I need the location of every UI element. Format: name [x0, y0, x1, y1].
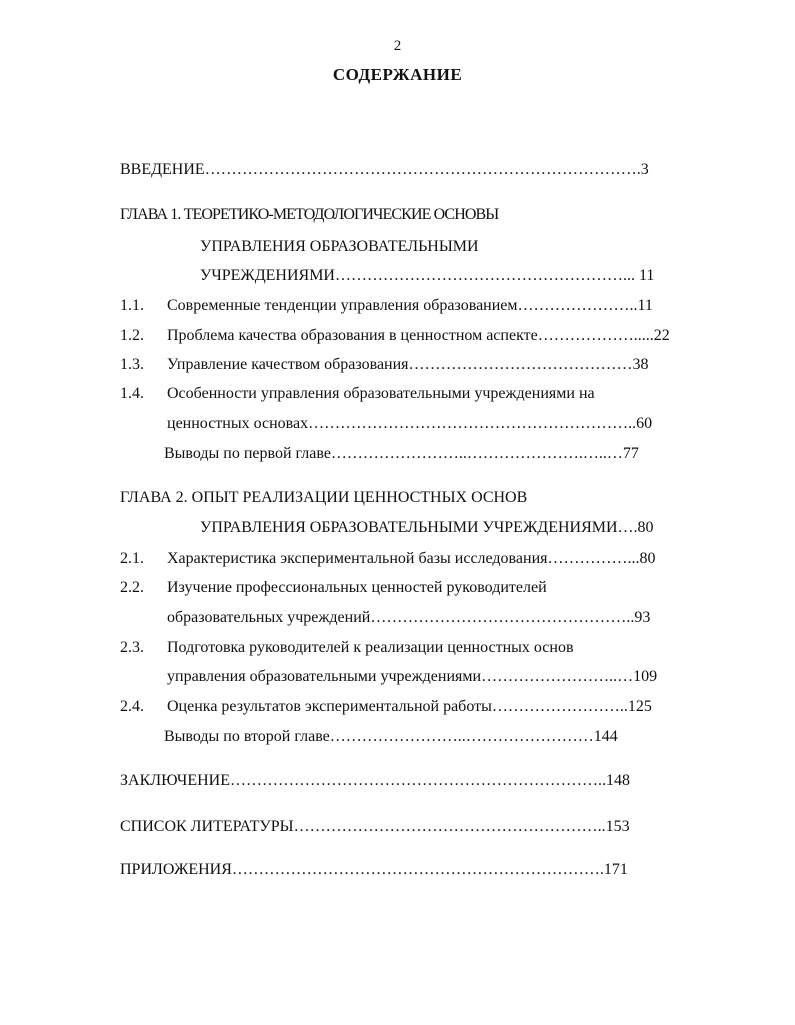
toc-item-text: Современные тенденции управления образованием…………………..11: [167, 297, 653, 314]
toc-item-number: 1.3.: [120, 356, 144, 373]
chapter-2-heading-line-1: ГЛАВА 2. ОПЫТ РЕАЛИЗАЦИИ ЦЕННОСТНЫХ ОСНОВ: [120, 489, 528, 506]
toc-item-number: 1.4.: [120, 385, 144, 402]
toc-item-text: Изучение профессиональных ценностей руководителей: [167, 579, 547, 596]
toc-item-text-continued: ценностных основах……………………………………………………..60: [167, 415, 653, 432]
toc-item-number: 2.4.: [120, 698, 144, 715]
toc-item-text: Характеристика экспериментальной базы исследования……………...80: [167, 550, 656, 567]
toc-item-text: Проблема качества образования в ценностном аспекте……………….....22: [167, 327, 670, 344]
toc-entry-bibliography: СПИСОК ЛИТЕРАТУРЫ…………………………………………………..153: [120, 818, 630, 835]
toc-item-text: Управление качеством образования……………………………………38: [167, 356, 649, 373]
chapter-2-conclusion: Выводы по второй главе……………………..……………………144: [164, 728, 618, 745]
toc-item-text: Особенности управления образовательными учреждениями на: [167, 385, 595, 402]
toc-entry-appendices: ПРИЛОЖЕНИЯ…………………………………………………………….171: [120, 861, 628, 878]
chapter-1-heading-line-2: УПРАВЛЕНИЯ ОБРАЗОВАТЕЛЬНЫМИ: [200, 238, 479, 255]
toc-item-text: Оценка результатов экспериментальной работы……………………..125: [167, 698, 652, 715]
toc-item-text-continued: управления образовательными учреждениями……………………..…109: [167, 668, 658, 685]
chapter-1-heading-line-3: УЧРЕЖДЕНИЯМИ………………………………………………... 11: [200, 267, 655, 284]
toc-item-number: 2.1.: [120, 550, 144, 567]
toc-item-text: Подготовка руководителей к реализации ценностных основ: [167, 639, 574, 656]
chapter-1-heading-line-1: ГЛАВА 1. ТЕОРЕТИКО-МЕТОДОЛОГИЧЕСКИЕ ОСНОВЫ: [120, 206, 499, 223]
toc-item-text-continued: образовательных учреждений…………………………………………..93: [167, 609, 651, 626]
toc-item-number: 1.2.: [120, 327, 144, 344]
toc-entry-introduction: ВВЕДЕНИЕ……………………………………………………………………….3: [120, 161, 649, 178]
toc-item-number: 2.2.: [120, 579, 144, 596]
chapter-1-conclusion: Выводы по первой главе……………………..………………….…..…77: [164, 445, 639, 462]
toc-item-number: 1.1.: [120, 297, 144, 314]
toc-item-number: 2.3.: [120, 639, 144, 656]
page-number: 2: [393, 38, 402, 54]
page-title: СОДЕРЖАНИЕ: [332, 65, 463, 84]
toc-entry-conclusion: ЗАКЛЮЧЕНИЕ……………………………………………………………..148: [120, 772, 630, 789]
chapter-2-heading-line-2: УПРАВЛЕНИЯ ОБРАЗОВАТЕЛЬНЫМИ УЧРЕЖДЕНИЯМИ….80: [200, 519, 654, 536]
